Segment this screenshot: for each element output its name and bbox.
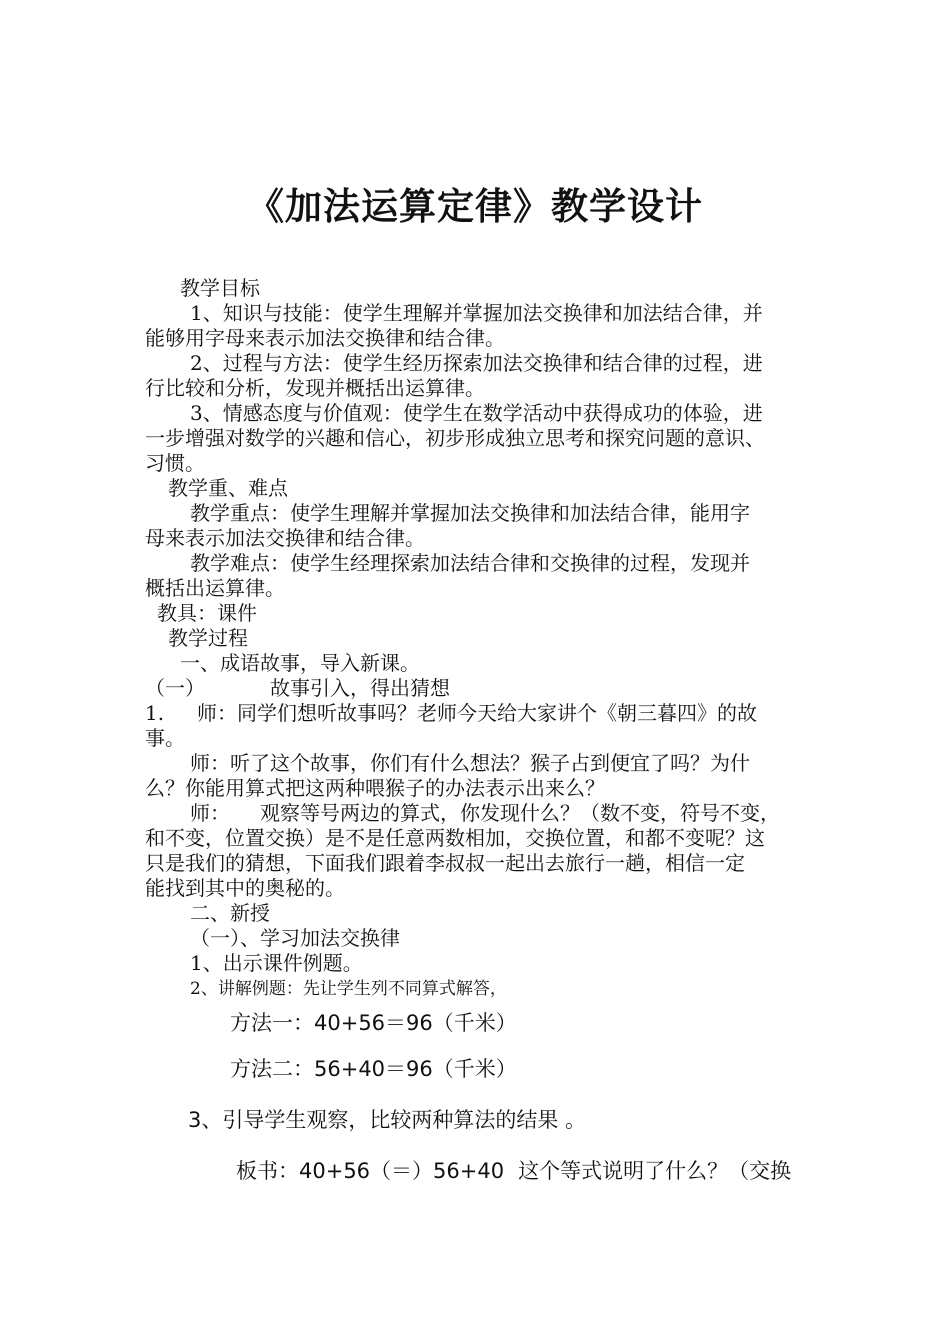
method-two-label: 方法二： xyxy=(230,1057,314,1081)
paragraph-line: 教学重点：使学生理解并掌握加法交换律和加法结合律，能用字 xyxy=(190,501,750,525)
paragraph-line: 能找到其中的奥秘的。 xyxy=(145,876,345,900)
method-one-label: 方法一： xyxy=(230,1011,314,1035)
step-three xyxy=(188,1108,586,1132)
board-right-expression: 56+40 xyxy=(433,1159,505,1183)
heading-teaching-goals: 教学目标 xyxy=(180,276,260,300)
paragraph-line: 师：听了这个故事，你们有什么想法？猴子占到便宜了吗？为什 xyxy=(190,751,750,775)
subsection-heading: （一）、学习加法交换律 xyxy=(190,926,400,950)
method-one xyxy=(230,1011,517,1035)
paragraph-line: 母来表示加法交换律和结合律。 xyxy=(145,526,425,550)
paragraph-line: 师：同学们想听故事吗？老师今天给大家讲个《朝三暮四》的故 xyxy=(197,701,757,725)
speaker-label: 师： xyxy=(190,801,230,825)
heading-key-points: 教学重、难点 xyxy=(168,476,288,500)
paragraph-line: 教学难点：使学生经理探索加法结合律和交换律的过程，发现并 xyxy=(190,551,750,575)
paragraph-line: 习惯。 xyxy=(145,451,205,475)
document-title: 《加法运算定律》教学设计 xyxy=(247,184,703,228)
paragraph-line: 2、讲解例题：先让学生列不同算式解答， xyxy=(190,979,507,999)
subsection-number: （一） xyxy=(145,676,205,700)
paragraph-line: 一步增强对数学的兴趣和信心，初步形成独立思考和探究问题的意识、 xyxy=(145,426,765,450)
board-label: 板书： xyxy=(236,1159,299,1183)
paragraph-line: 只是我们的猜想，下面我们跟着李叔叔一起出去旅行一趟，相信一定 xyxy=(145,851,745,875)
board-writing xyxy=(236,1159,791,1183)
paragraph-line: 能够用字母来表示加法交换律和结合律。 xyxy=(145,326,505,350)
list-number: 1. xyxy=(145,701,165,725)
paragraph-line: 行比较和分析，发现并概括出运算律。 xyxy=(145,376,485,400)
paragraph-line: 1、出示课件例题。 xyxy=(190,951,363,975)
method-two-unit: （千米） xyxy=(432,1057,517,1081)
heading-teaching-process: 教学过程 xyxy=(168,626,248,650)
board-equals: （＝） xyxy=(370,1159,434,1183)
section-heading-2: 二、新授 xyxy=(190,901,270,925)
method-two xyxy=(230,1057,517,1081)
paragraph-line: 观察等号两边的算式，你发现什么？（数不变，符号不变， xyxy=(260,801,780,825)
method-two-equation: 56+40＝96 xyxy=(314,1057,433,1081)
paragraph-line: 概括出运算律。 xyxy=(145,576,285,600)
subsection-title: 故事引入，得出猜想 xyxy=(270,676,450,700)
heading-teaching-aids: 教具：课件 xyxy=(157,601,257,625)
paragraph-line: 1、知识与技能：使学生理解并掌握加法交换律和加法结合律，并 xyxy=(190,301,763,325)
paragraph-line: 2、过程与方法：使学生经历探索加法交换律和结合律的过程，进 xyxy=(190,351,763,375)
paragraph-line: 么？你能用算式把这两种喂猴子的办法表示出来么？ xyxy=(145,776,605,800)
paragraph-line: 和不变，位置交换）是不是任意两数相加，交换位置，和都不变呢？这 xyxy=(145,826,765,850)
step-three-text: 、引导学生观察，比较两种算法的结果 。 xyxy=(201,1108,587,1132)
board-question: 这个等式说明了什么？（交换 xyxy=(518,1159,792,1183)
method-one-equation: 40+56＝96 xyxy=(314,1011,433,1035)
section-heading-1: 一、成语故事，导入新课。 xyxy=(180,651,420,675)
method-one-unit: （千米） xyxy=(432,1011,517,1035)
paragraph-line: 3、情感态度与价值观：使学生在数学活动中获得成功的体验，进 xyxy=(190,401,763,425)
board-left-expression: 40+56 xyxy=(299,1159,371,1183)
paragraph-line: 事。 xyxy=(145,726,185,750)
step-three-number: 3 xyxy=(188,1108,202,1132)
